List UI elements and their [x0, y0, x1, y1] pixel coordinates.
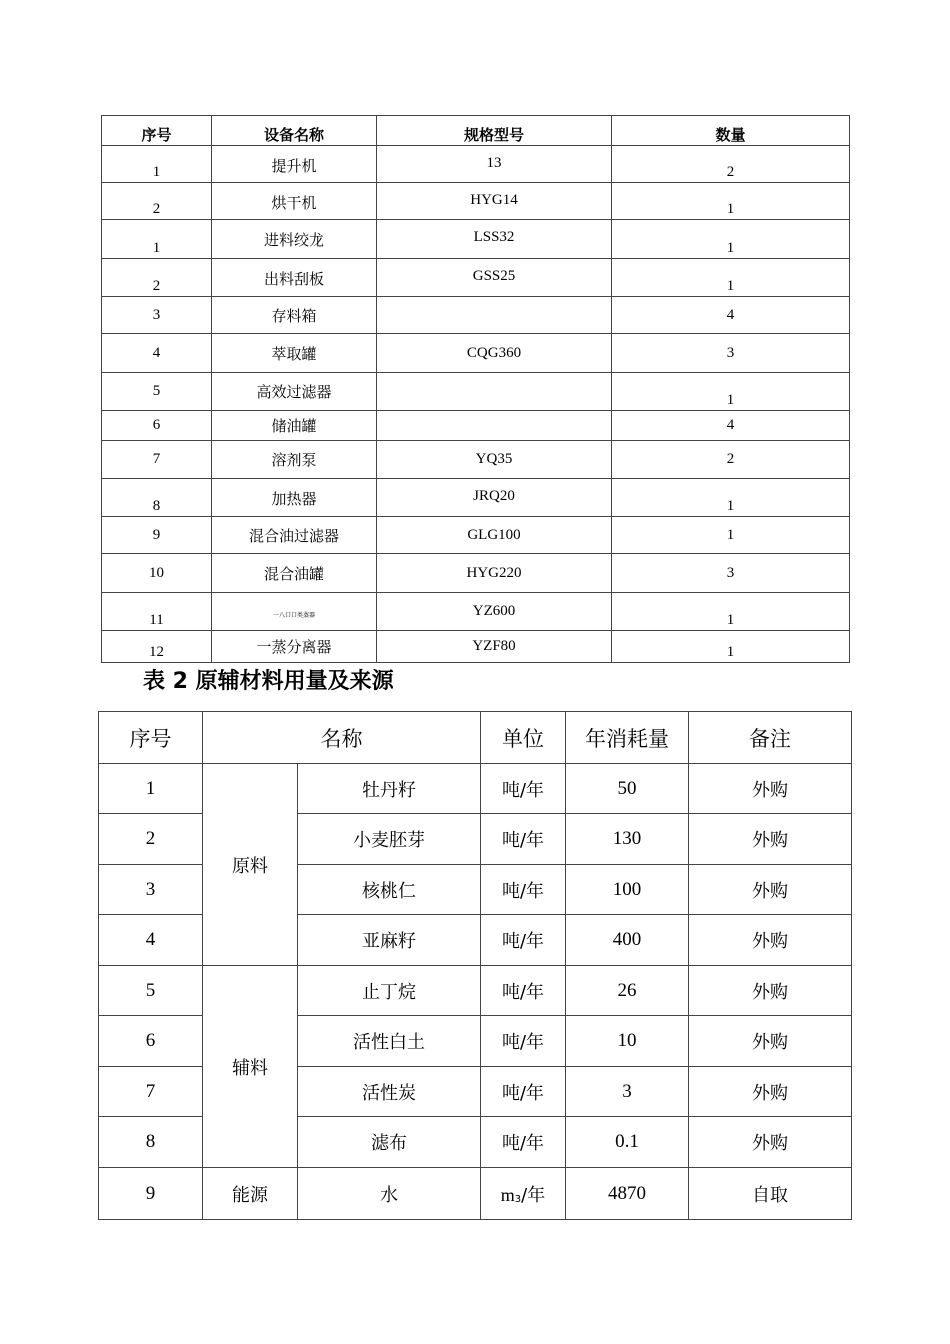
- header-no: 序号: [99, 712, 203, 764]
- row-qty: 1: [612, 183, 850, 220]
- row-unit: [481, 1168, 566, 1220]
- row-spec: JRQ20: [377, 479, 612, 517]
- table-row: [102, 334, 850, 373]
- row-equipment-name: 混合油罐: [212, 554, 377, 593]
- row-no: 2: [99, 814, 203, 865]
- row-qty: 4: [612, 411, 850, 441]
- row-no: 7: [99, 1067, 203, 1117]
- unit-sub: 3: [514, 1193, 522, 1205]
- row-remark: 外购: [689, 1117, 852, 1168]
- row-no: 2: [102, 183, 212, 220]
- row-qty: 1: [612, 373, 850, 411]
- row-amount: 130: [566, 814, 689, 865]
- unit-tail: /年: [521, 1184, 546, 1206]
- row-no: 4: [102, 334, 212, 373]
- row-spec: HYG14: [377, 183, 612, 220]
- row-no: 10: [102, 554, 212, 593]
- row-item: 活性白土: [298, 1016, 481, 1067]
- table2-title: 表 2 原辅材料用量及来源: [143, 669, 394, 694]
- row-spec: [377, 411, 612, 441]
- row-equipment-name: 加热器: [212, 479, 377, 517]
- table-row: [102, 259, 850, 297]
- row-no: 5: [102, 373, 212, 411]
- row-spec: CQG360: [377, 334, 612, 373]
- row-unit: 吨/年: [481, 865, 566, 915]
- row-amount: 3: [566, 1067, 689, 1117]
- table-row: [102, 373, 850, 411]
- header-consumption: 年消耗量: [566, 712, 689, 764]
- row-remark: 外购: [689, 966, 852, 1016]
- row-no: 11: [102, 593, 212, 631]
- row-amount: 100: [566, 865, 689, 915]
- table-row: [102, 517, 850, 554]
- row-no: 3: [102, 297, 212, 334]
- row-item: 牡丹籽: [298, 764, 481, 814]
- row-equipment-name: 提升机: [212, 146, 377, 183]
- row-amount: 50: [566, 764, 689, 814]
- row-no: 2: [102, 259, 212, 297]
- row-equipment-name: 储油罐: [212, 411, 377, 441]
- materials-header-row: [99, 712, 852, 764]
- row-unit: 吨/年: [481, 966, 566, 1016]
- row-qty: 1: [612, 259, 850, 297]
- row-equipment-name: 溶剂泵: [212, 441, 377, 479]
- table-row: [99, 966, 852, 1016]
- row-qty: 4: [612, 297, 850, 334]
- equipment-table: [101, 115, 850, 663]
- row-qty: 1: [612, 479, 850, 517]
- row-no: 8: [102, 479, 212, 517]
- row-amount: 26: [566, 966, 689, 1016]
- row-qty: 3: [612, 334, 850, 373]
- row-unit: 吨/年: [481, 915, 566, 966]
- header-quantity: 数量: [612, 116, 850, 146]
- row-amount: 10: [566, 1016, 689, 1067]
- row-unit: 吨/年: [481, 1067, 566, 1117]
- table-row: [102, 554, 850, 593]
- row-qty: 2: [612, 441, 850, 479]
- row-spec: [377, 297, 612, 334]
- row-no: 6: [99, 1016, 203, 1067]
- row-spec: YQ35: [377, 441, 612, 479]
- table-row: [102, 183, 850, 220]
- header-no: 序号: [102, 116, 212, 146]
- row-no: 8: [99, 1117, 203, 1168]
- row-amount: 0.1: [566, 1117, 689, 1168]
- row-remark: 自取: [689, 1168, 852, 1220]
- row-qty: 1: [612, 631, 850, 663]
- materials-table: [98, 711, 852, 1220]
- row-item: 核桃仁: [298, 865, 481, 915]
- row-amount: 4870: [566, 1168, 689, 1220]
- row-item: 小麦胚芽: [298, 814, 481, 865]
- row-no: 1: [99, 764, 203, 814]
- row-spec: YZ600: [377, 593, 612, 631]
- row-amount: 400: [566, 915, 689, 966]
- row-equipment-name: [212, 593, 377, 631]
- group-energy: 能源: [203, 1168, 298, 1220]
- row-qty: 2: [612, 146, 850, 183]
- row-equipment-name: 存料箱: [212, 297, 377, 334]
- row-equipment-name: 进料绞龙: [212, 220, 377, 259]
- row-equipment-name: 混合油过滤器: [212, 517, 377, 554]
- header-name: 名称: [203, 712, 481, 764]
- row-qty: 1: [612, 517, 850, 554]
- header-equipment-name: 设备名称: [212, 116, 377, 146]
- row-spec: GSS25: [377, 259, 612, 297]
- row-equipment-name: 烘干机: [212, 183, 377, 220]
- row-no: 9: [99, 1168, 203, 1220]
- row-item: 滤布: [298, 1117, 481, 1168]
- row-no: 12: [102, 631, 212, 663]
- group-aux-material: 辅料: [203, 966, 298, 1168]
- table-row: [102, 631, 850, 663]
- row-spec: HYG220: [377, 554, 612, 593]
- equipment-header-row: [102, 116, 850, 146]
- group-raw-material: 原料: [203, 764, 298, 966]
- table-row: [102, 146, 850, 183]
- row-remark: 外购: [689, 1016, 852, 1067]
- table-row: [99, 764, 852, 814]
- row-remark: 外购: [689, 764, 852, 814]
- row-item: 止丁烷: [298, 966, 481, 1016]
- table-row: [102, 479, 850, 517]
- row-remark: 外购: [689, 814, 852, 865]
- row-spec: 13: [377, 146, 612, 183]
- table-row: [102, 297, 850, 334]
- header-spec-model: 规格型号: [377, 116, 612, 146]
- row-equipment-name: 出料刮板: [212, 259, 377, 297]
- row-spec: [377, 373, 612, 411]
- row-no: 1: [102, 220, 212, 259]
- row-no: 6: [102, 411, 212, 441]
- table-row: [102, 220, 850, 259]
- row-unit: 吨/年: [481, 764, 566, 814]
- row-equipment-name-text: 一八口口类蒸器: [272, 611, 315, 619]
- row-spec: LSS32: [377, 220, 612, 259]
- header-unit: 单位: [481, 712, 566, 764]
- table-row: [102, 593, 850, 631]
- row-unit: 吨/年: [481, 1117, 566, 1168]
- table-row: [102, 441, 850, 479]
- row-no: 4: [99, 915, 203, 966]
- row-item: 亚麻籽: [298, 915, 481, 966]
- row-equipment-name: 萃取罐: [212, 334, 377, 373]
- row-item: 活性炭: [298, 1067, 481, 1117]
- unit-base: m: [500, 1184, 515, 1205]
- row-no: 3: [99, 865, 203, 915]
- row-item: 水: [298, 1168, 481, 1220]
- row-no: 9: [102, 517, 212, 554]
- table-row: [102, 411, 850, 441]
- row-remark: 外购: [689, 865, 852, 915]
- row-no: 5: [99, 966, 203, 1016]
- header-remark: 备注: [689, 712, 852, 764]
- row-spec: GLG100: [377, 517, 612, 554]
- row-qty: 1: [612, 220, 850, 259]
- row-spec: YZF80: [377, 631, 612, 663]
- row-no: 7: [102, 441, 212, 479]
- row-unit: 吨/年: [481, 814, 566, 865]
- row-equipment-name: 高效过滤器: [212, 373, 377, 411]
- row-remark: 外购: [689, 915, 852, 966]
- row-remark: 外购: [689, 1067, 852, 1117]
- table-row: [99, 1168, 852, 1220]
- row-unit: 吨/年: [481, 1016, 566, 1067]
- row-no: 1: [102, 146, 212, 183]
- row-qty: 3: [612, 554, 850, 593]
- row-qty: 1: [612, 593, 850, 631]
- row-equipment-name: 一蒸分离器: [212, 631, 377, 663]
